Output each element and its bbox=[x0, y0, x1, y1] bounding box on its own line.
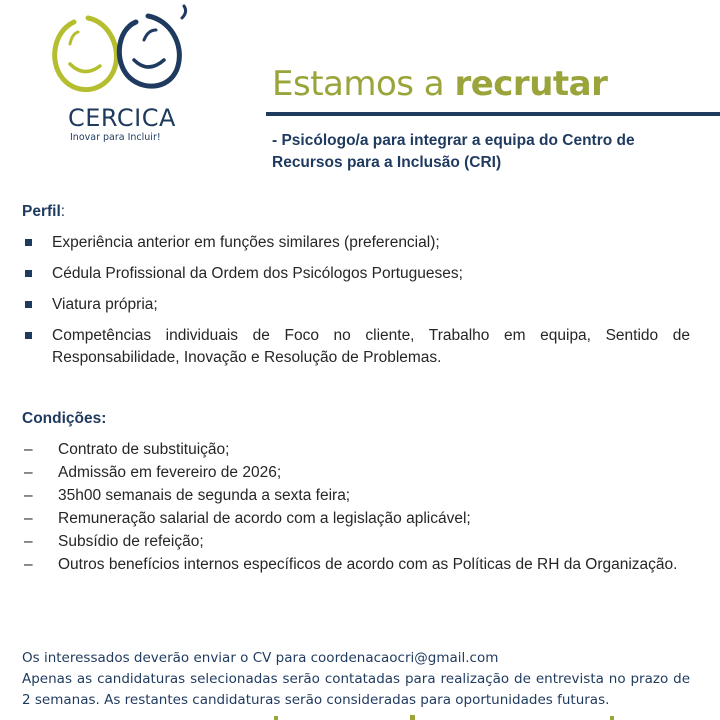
condicoes-title: Condições: bbox=[22, 410, 107, 427]
cercica-logo bbox=[44, 4, 204, 154]
dash-bullet-icon: – bbox=[24, 464, 33, 481]
square-bullet-icon bbox=[25, 301, 32, 308]
square-bullet-icon bbox=[25, 270, 32, 277]
footer-line-1: Os interessados deverão enviar o CV para coordenacaocri@gmail.com bbox=[22, 650, 499, 666]
condicoes-heading bbox=[22, 410, 106, 428]
dash-bullet-icon: – bbox=[24, 487, 33, 504]
header-divider bbox=[266, 112, 720, 116]
list-item-text: Cédula Profissional da Ordem dos Psicólogos Portugueses; bbox=[52, 265, 463, 282]
list-item bbox=[22, 554, 690, 576]
page-title bbox=[272, 64, 607, 104]
list-item-text: 35h00 semanais de segunda a sexta feira; bbox=[58, 487, 351, 504]
square-bullet-icon bbox=[25, 239, 32, 246]
dash-bullet-icon: – bbox=[24, 533, 33, 550]
list-item bbox=[22, 294, 690, 316]
job-position bbox=[272, 130, 692, 174]
position-line-2: Recursos para a Inclusão (CRI) bbox=[272, 154, 502, 171]
list-item bbox=[22, 485, 690, 507]
square-bullet-icon bbox=[25, 332, 32, 339]
application-instructions bbox=[22, 648, 690, 711]
cercica-smiling-circles-icon bbox=[44, 4, 204, 104]
logo-tagline: Inovar para Incluir! bbox=[70, 132, 161, 143]
dash-bullet-icon: – bbox=[24, 441, 33, 458]
list-item bbox=[22, 508, 690, 530]
list-item-text: Contrato de substituição; bbox=[58, 441, 230, 458]
perfil-colon: : bbox=[60, 203, 66, 220]
list-item-text: Viatura própria; bbox=[52, 296, 158, 313]
list-item-text: Remuneração salarial de acordo com a legislação aplicável; bbox=[58, 510, 471, 527]
perfil-title: Perfil bbox=[22, 203, 61, 220]
dash-bullet-icon: – bbox=[24, 556, 33, 573]
list-item bbox=[22, 325, 690, 369]
title-regular: Estamos a bbox=[272, 64, 455, 104]
list-item bbox=[22, 439, 690, 461]
list-item-text: Subsídio de refeição; bbox=[58, 533, 204, 550]
list-item bbox=[22, 531, 690, 553]
condicoes-list bbox=[22, 439, 690, 577]
perfil-list bbox=[22, 232, 690, 378]
list-item bbox=[22, 462, 690, 484]
footer-line-2: Apenas as candidaturas selecionadas serão contatadas para realização de entrevista no prazo de 2 semanas. As restantes candidaturas serão consideradas para oportunidades futuras. bbox=[22, 671, 690, 708]
list-item-text: Outros benefícios internos específicos de acordo com as Políticas de RH da Organização. bbox=[58, 556, 678, 573]
cut-off-text-marks bbox=[270, 714, 630, 720]
logo-name: CERCICA bbox=[68, 104, 176, 132]
perfil-heading bbox=[22, 203, 65, 221]
list-item bbox=[22, 232, 690, 254]
dash-bullet-icon: – bbox=[24, 510, 33, 527]
list-item-text: Experiência anterior em funções similares (preferencial); bbox=[52, 234, 440, 251]
position-line-1: - Psicólogo/a para integrar a equipa do Centro de bbox=[272, 132, 635, 149]
list-item-text: Competências individuais de Foco no cliente, Trabalho em equipa, Sentido de Responsabilidade, Inovação e Resolução de Problemas. bbox=[52, 327, 690, 366]
list-item bbox=[22, 263, 690, 285]
title-bold: recrutar bbox=[454, 64, 608, 104]
list-item-text: Admissão em fevereiro de 2026; bbox=[58, 464, 282, 481]
